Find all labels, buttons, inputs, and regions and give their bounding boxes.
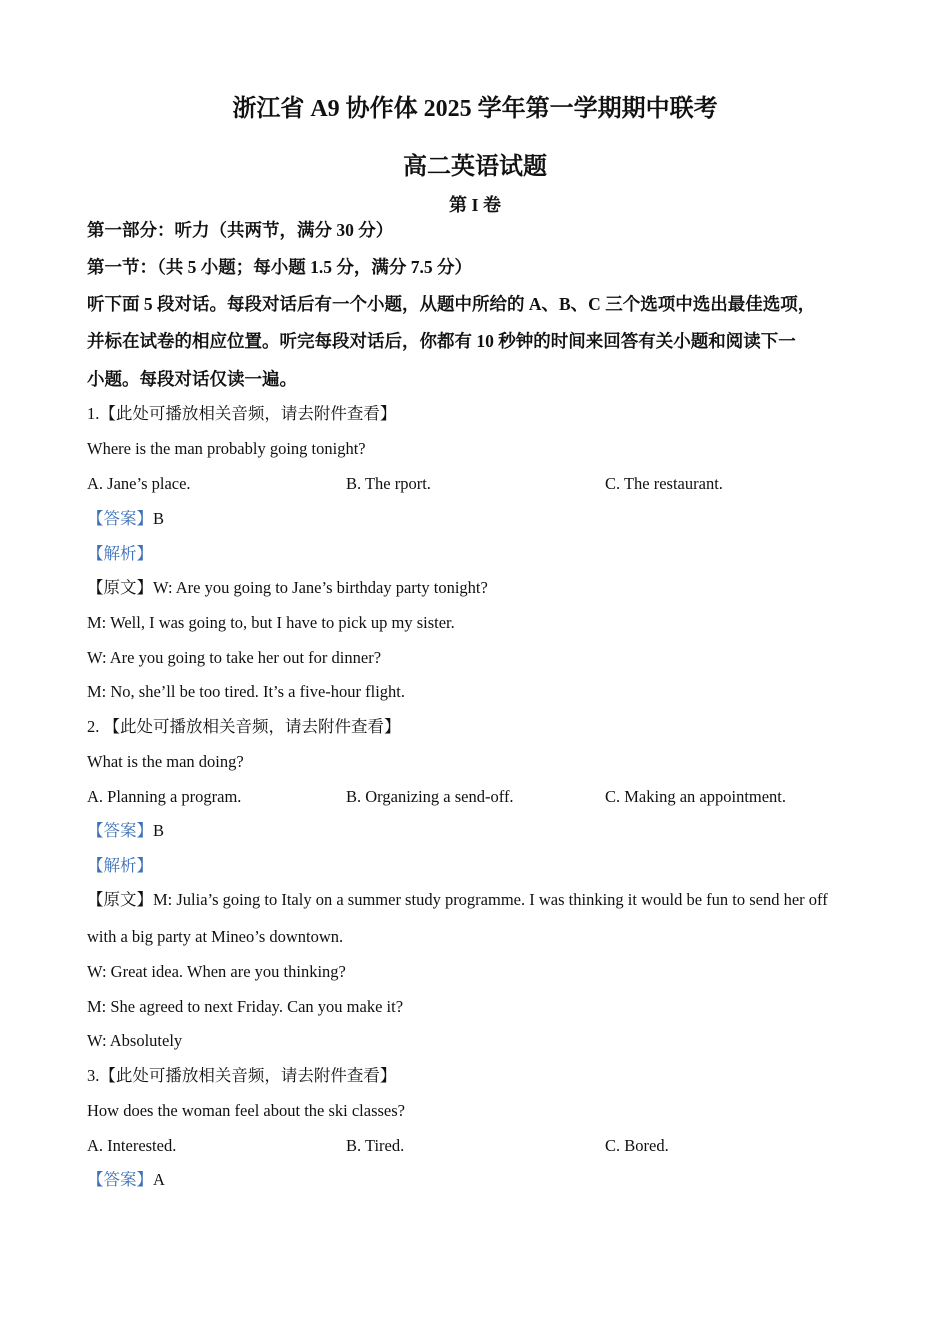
question-2-transcript-line-5: W: Absolutely bbox=[87, 1031, 183, 1050]
answer-label: 【答案】 bbox=[87, 821, 153, 840]
question-1-option-c: C. The restaurant. bbox=[605, 474, 723, 493]
question-2-transcript-line-3: W: Great idea. When are you thinking? bbox=[87, 962, 346, 981]
question-number: 2. bbox=[87, 717, 100, 736]
audio-note: 【此处可播放相关音频，请去附件查看】 bbox=[99, 1066, 397, 1085]
exam-title: 浙江省 A9 协作体 2025 学年第一学期期中联考 bbox=[232, 96, 718, 122]
original-label: 【原文】 bbox=[87, 890, 153, 909]
exam-subtitle: 高二英语试题 bbox=[403, 154, 547, 180]
question-1-analysis-label: 【解析】 bbox=[87, 544, 153, 563]
question-3-option-b: B. Tired. bbox=[346, 1136, 405, 1155]
part1-header: 第一部分：听力（共两节，满分 30 分） bbox=[87, 220, 394, 240]
question-1-answer bbox=[87, 509, 164, 529]
question-2-option-c: C. Making an appointment. bbox=[605, 787, 787, 806]
answer-value: B bbox=[153, 509, 165, 528]
question-1-transcript-line-4: M: No, she’ll be too tired. It’s a five-hour flight. bbox=[87, 682, 406, 701]
answer-value: B bbox=[153, 821, 165, 840]
question-2-option-b: B. Organizing a send-off. bbox=[346, 787, 514, 806]
question-3-answer bbox=[87, 1170, 165, 1190]
question-number: 3. bbox=[87, 1066, 100, 1085]
transcript-text: W: Are you going to Jane’s birthday party tonight? bbox=[153, 578, 488, 597]
question-3-option-c: C. Bored. bbox=[605, 1136, 669, 1155]
question-number: 1. bbox=[87, 404, 100, 423]
question-3-header bbox=[87, 1066, 396, 1086]
audio-note: 【此处可播放相关音频，请去附件查看】 bbox=[99, 404, 397, 423]
question-1-option-a: A. Jane’s place. bbox=[87, 474, 191, 493]
question-2-transcript-line-1 bbox=[87, 890, 828, 910]
section1-header: 第一节：（共 5 小题；每小题 1.5 分，满分 7.5 分） bbox=[87, 257, 472, 277]
question-2-transcript-line-4: M: She agreed to next Friday. Can you make it? bbox=[87, 997, 404, 1016]
volume-label: 第 I 卷 bbox=[448, 195, 501, 215]
audio-note: 【此处可播放相关音频，请去附件查看】 bbox=[103, 717, 401, 736]
transcript-text: M: Julia’s going to Italy on a summer study programme. I was thinking it would be fun to send her off bbox=[153, 890, 828, 909]
question-1-option-b: B. The rport. bbox=[346, 474, 431, 493]
question-1-text: Where is the man probably going tonight? bbox=[87, 439, 366, 458]
instructions-line-3: 小题。每段对话仅读一遍。 bbox=[87, 369, 297, 389]
answer-value: A bbox=[153, 1170, 165, 1189]
question-2-answer bbox=[87, 821, 164, 841]
question-2-transcript-line-2: with a big party at Mineo’s downtown. bbox=[87, 927, 344, 946]
question-2-text: What is the man doing? bbox=[87, 752, 244, 771]
question-2-option-a: A. Planning a program. bbox=[87, 787, 242, 806]
answer-label: 【答案】 bbox=[87, 509, 153, 528]
question-1-transcript-line-1 bbox=[87, 578, 488, 598]
question-3-option-a: A. Interested. bbox=[87, 1136, 177, 1155]
question-1-transcript-line-2: M: Well, I was going to, but I have to pick up my sister. bbox=[87, 613, 455, 632]
question-3-text: How does the woman feel about the ski classes? bbox=[87, 1101, 405, 1120]
instructions-line-2: 并标在试卷的相应位置。听完每段对话后，你都有 10 秒钟的时间来回答有关小题和阅读下一 bbox=[87, 331, 796, 351]
instructions-line-1: 听下面 5 段对话。每段对话后有一个小题，从题中所给的 A、B、C 三个选项中选出最佳选项， bbox=[87, 294, 816, 314]
question-2-analysis-label: 【解析】 bbox=[87, 856, 153, 875]
question-1-header bbox=[87, 404, 396, 424]
original-label: 【原文】 bbox=[87, 578, 153, 597]
question-2-header bbox=[87, 717, 401, 737]
question-1-transcript-line-3: W: Are you going to take her out for dinner? bbox=[87, 648, 382, 667]
answer-label: 【答案】 bbox=[87, 1170, 153, 1189]
